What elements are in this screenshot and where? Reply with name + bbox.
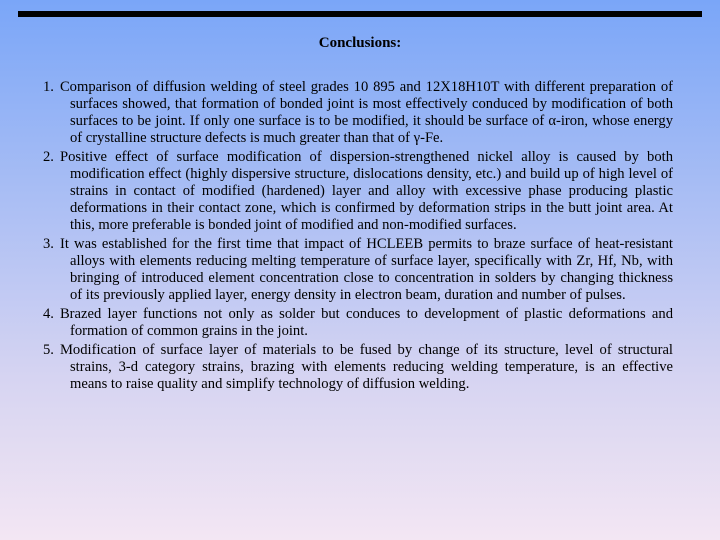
conclusions-list bbox=[43, 79, 673, 395]
item-number: 4. bbox=[43, 306, 54, 322]
conclusion-item-1 bbox=[43, 79, 673, 147]
item-text: Comparison of diffusion welding of steel grades 10 895 and 12X18H10T with different preparation of surfaces showed, that formation of bonded joint is most effectively conduced by modification of both surfaces to be joint. If only one surface is to be modified, it should be surface of α-iron, whose energy of crystalline structure defects is much greater than that of γ-Fe. bbox=[59, 79, 673, 146]
item-text: Brazed layer functions not only as solder but conduces to development of plastic deformations and formation of common grains in the joint. bbox=[59, 306, 673, 339]
item-text: Modification of surface layer of materials to be fused by change of its structure, level of structural strains, 3-d category strains, brazing with elements reducing welding temperature, is an effective means to raise quality and simplify technology of diffusion welding. bbox=[59, 342, 673, 392]
item-text: Positive effect of surface modification of dispersion-strengthened nickel alloy is caused by both modification effect (highly dispersive structure, dislocations density, etc.) and build up of high level of strains in contact of modified (hardened) layer and alloy with excessive phase producing plastic deformations in their contact zone, which is confirmed by deformation strips in the butt joint area. At this, more preferable is bonded joint of modified and non-modified surfaces. bbox=[59, 149, 673, 233]
top-divider-bar bbox=[18, 11, 702, 17]
item-number: 1. bbox=[43, 79, 54, 95]
item-text: It was established for the first time that impact of HCLEEB permits to braze surface of heat-resistant alloys with elements reducing melting temperature of surface layer, specifically with Zr, Hf, Nb, with bringing of introduced element concentration close to concentration in solders by changing thickness of its previously applied layer, energy density in electron beam, duration and number of pulses. bbox=[59, 236, 673, 303]
item-number: 5. bbox=[43, 342, 54, 358]
item-number: 3. bbox=[43, 236, 54, 252]
conclusion-item-4 bbox=[43, 306, 673, 340]
slide-title: Conclusions: bbox=[318, 35, 402, 51]
item-number: 2. bbox=[43, 149, 54, 165]
conclusion-item-5 bbox=[43, 342, 673, 393]
conclusion-item-2 bbox=[43, 149, 673, 234]
conclusion-item-3 bbox=[43, 236, 673, 304]
